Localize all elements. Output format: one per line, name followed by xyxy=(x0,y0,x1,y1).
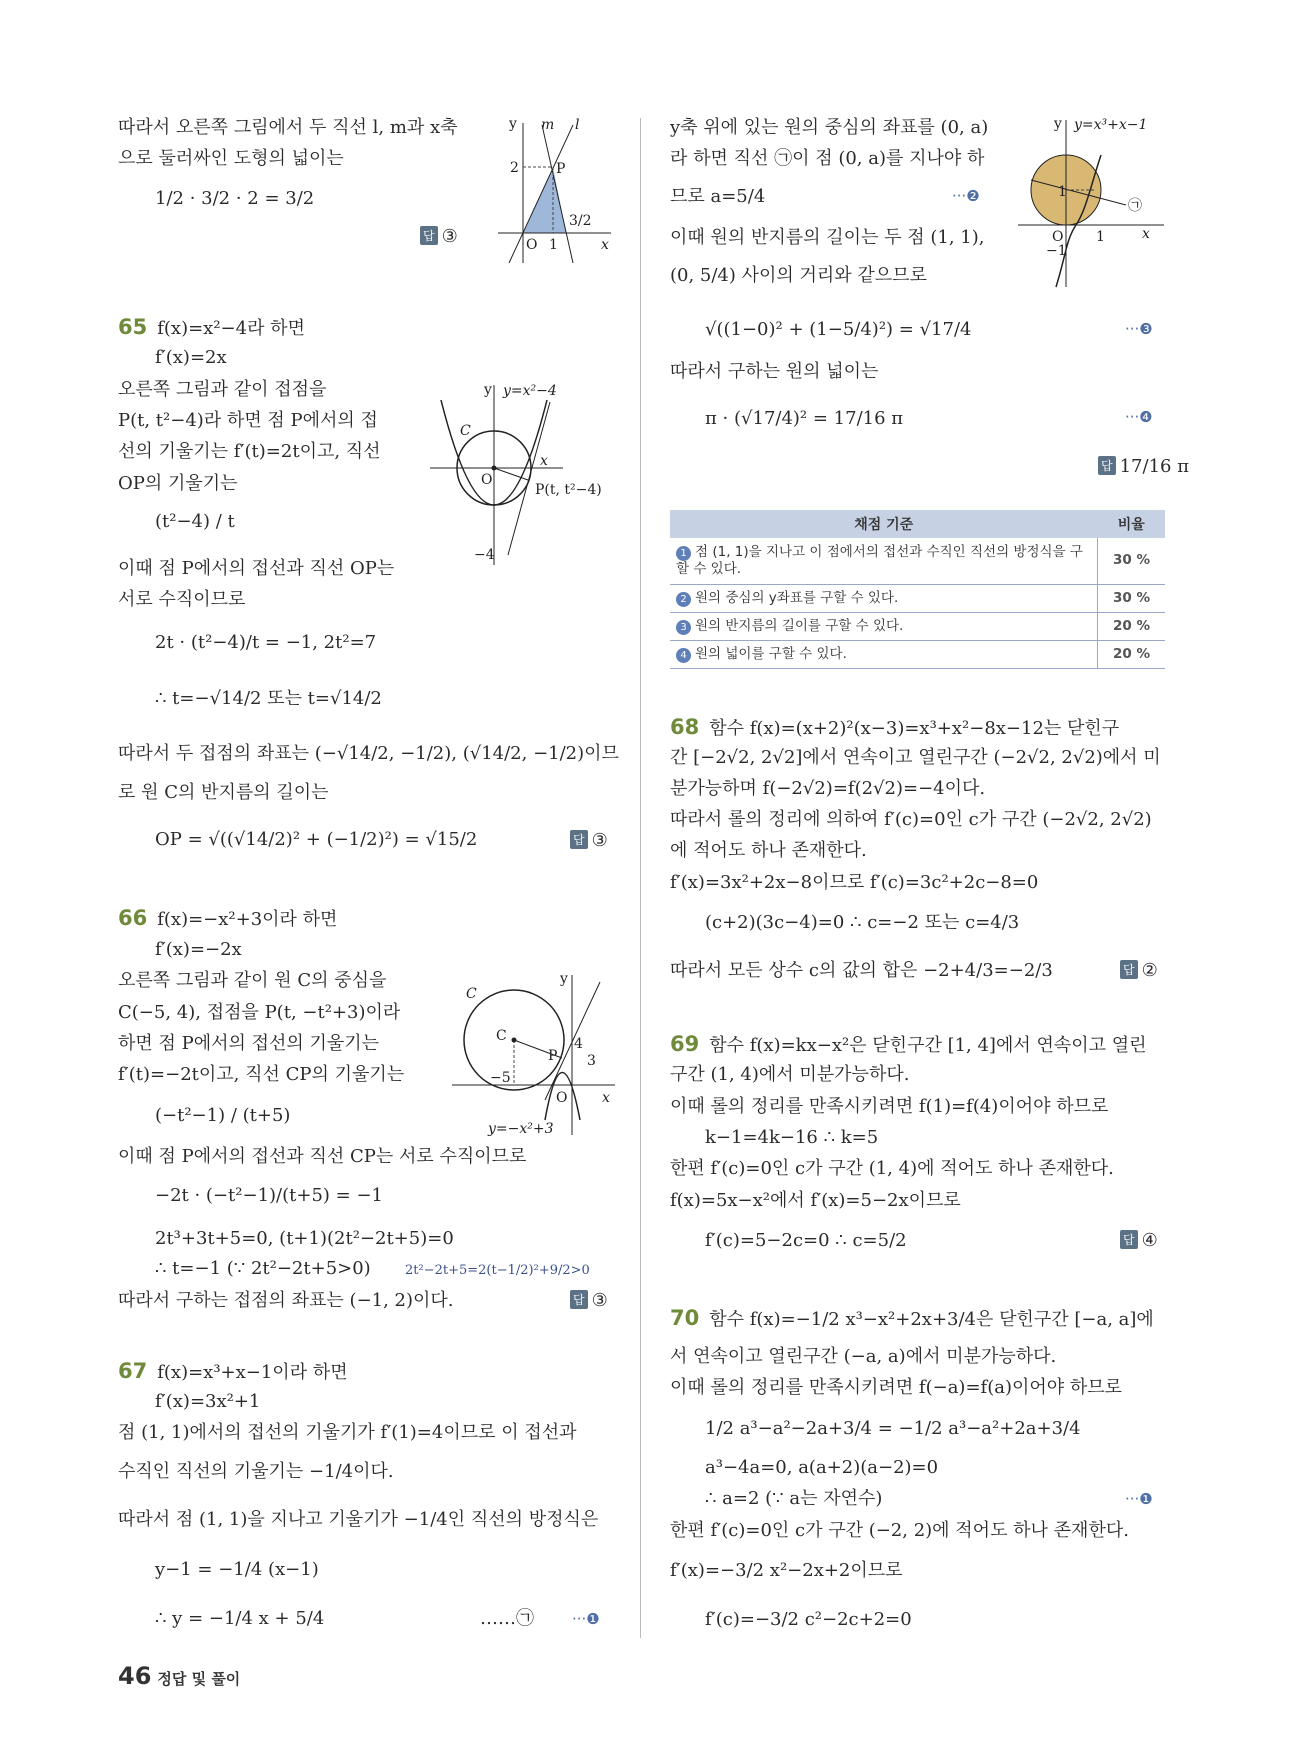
text-line: f′(t)=−2t이고, 직선 CP의 기울기는 xyxy=(118,1064,405,1085)
equation: −2t · (−t²−1)/(t+5) = −1 xyxy=(155,1185,383,1206)
svg-text:C: C xyxy=(460,423,471,439)
text-line: 오른쪽 그림과 같이 원 C의 중심을 xyxy=(118,970,387,991)
svg-text:P: P xyxy=(548,1048,558,1064)
text-line: P(t, t²−4)라 하면 점 P에서의 접 xyxy=(118,410,378,431)
equation: 2t³+3t+5=0, (t+1)(2t²−2t+5)=0 xyxy=(155,1228,454,1249)
svg-text:C: C xyxy=(466,986,477,1002)
problem-number: 66 xyxy=(118,906,148,930)
svg-text:x: x xyxy=(1142,226,1150,242)
text-line: 따라서 점 (1, 1)을 지나고 기울기가 −1/4인 직선의 방정식은 xyxy=(118,1509,599,1530)
step-marker-4: ···❹ xyxy=(1125,408,1153,426)
problem-66-heading: 66 f(x)=−x²+3이라 하면 xyxy=(118,906,338,930)
equation: √((1−0)² + (1−5/4)²) = √17/4 xyxy=(705,319,972,340)
problem-65-heading: 65 f(x)=x²−4라 하면 xyxy=(118,315,305,339)
svg-text:x: x xyxy=(540,453,548,469)
text-line: 한편 f′(c)=0인 c가 구간 (−2, 2)에 적어도 하나 존재한다. xyxy=(670,1520,1129,1541)
problem-number: 69 xyxy=(670,1032,700,1056)
svg-text:P: P xyxy=(556,161,566,177)
equation: ∴ t=−1 (∵ 2t²−2t+5>0) xyxy=(155,1258,371,1279)
text-line: 따라서 롤의 정리에 의하여 f′(c)=0인 c가 구간 (−2√2, 2√2) xyxy=(670,809,1152,830)
text-line: 하면 점 P에서의 접선의 기울기는 xyxy=(118,1033,380,1054)
step-marker-2: ···❷ xyxy=(952,187,980,205)
step-badge: 3 xyxy=(676,620,691,635)
text-line: OP의 기울기는 xyxy=(118,473,238,494)
table-row: 4 원의 넓이를 구할 수 있다. 20 % xyxy=(670,640,1165,668)
svg-text:y=−x²+3: y=−x²+3 xyxy=(488,1121,554,1137)
svg-text:1: 1 xyxy=(549,237,558,253)
text-line: (0, 5/4) 사이의 거리와 같으므로 xyxy=(670,265,927,286)
text-line: 라 하면 직선 ㉠이 점 (0, a)를 지나야 하 xyxy=(670,148,985,169)
problem-69-heading: 69 함수 f(x)=kx−x²은 닫힌구간 [1, 4]에서 연속이고 열린 xyxy=(670,1032,1147,1056)
figure-circle-parabola xyxy=(450,970,620,1140)
equation: ∴ a=2 (∵ a는 자연수) xyxy=(705,1488,883,1509)
equation: 1/2 · 3/2 · 2 = 3/2 xyxy=(155,188,315,209)
equation: (t²−4) / t xyxy=(155,511,235,532)
step-badge: 1 xyxy=(676,546,691,561)
equation-marker: ……㉠ xyxy=(480,1608,534,1629)
step-badge: 4 xyxy=(676,648,691,663)
equation: ∴ t=−√14/2 또는 t=√14/2 xyxy=(155,688,382,709)
svg-text:O: O xyxy=(1052,229,1064,245)
equation: f′(c)=5−2c=0 ∴ c=5/2 xyxy=(705,1230,907,1251)
svg-text:1: 1 xyxy=(1058,184,1067,200)
svg-text:−5: −5 xyxy=(490,1070,511,1086)
text-line: 점 (1, 1)에서의 접선의 기울기가 f′(1)=4이므로 이 접선과 xyxy=(118,1422,577,1443)
text-line: C(−5, 4), 접점을 P(t, −t²+3)이라 xyxy=(118,1002,401,1023)
page-number: 46 xyxy=(118,1662,152,1690)
text-line: 이때 점 P에서의 접선과 직선 CP는 서로 수직이므로 xyxy=(118,1146,527,1167)
problem-number: 70 xyxy=(670,1306,700,1330)
tangent-line xyxy=(508,402,550,555)
text-line: 따라서 구하는 접점의 좌표는 (−1, 2)이다. xyxy=(118,1290,454,1311)
step-marker-1: ···❶ xyxy=(572,1610,600,1628)
text-line: 오른쪽 그림과 같이 접점을 xyxy=(118,379,327,400)
svg-text:y=x³+x−1: y=x³+x−1 xyxy=(1074,117,1148,133)
answer-mark: 답 17/16 π xyxy=(1098,456,1189,477)
text-line: 분가능하며 f(−2√2)=f(2√2)=−4이다. xyxy=(670,778,986,799)
svg-text:4: 4 xyxy=(574,1036,583,1052)
footer-label: 정답 및 풀이 xyxy=(157,1670,241,1688)
svg-text:y: y xyxy=(1054,116,1062,132)
text-line: 한편 f′(c)=0인 c가 구간 (1, 4)에 적어도 하나 존재한다. xyxy=(670,1158,1114,1179)
problem-67-heading: 67 f(x)=x³+x−1이라 하면 xyxy=(118,1359,348,1383)
equation: y−1 = −1/4 (x−1) xyxy=(155,1559,319,1580)
side-note: 2t²−2t+5=2(t−1/2)²+9/2>0 xyxy=(405,1263,590,1278)
text-line: 구간 (1, 4)에서 미분가능하다. xyxy=(670,1064,910,1085)
page-footer xyxy=(118,1662,240,1690)
equation: (−t²−1) / (t+5) xyxy=(155,1105,291,1126)
equation: f′(x)=−2x xyxy=(155,939,242,960)
text-line: 따라서 두 접점의 좌표는 (−√14/2, −1/2), (√14/2, −1/2)이므 xyxy=(118,743,619,764)
text-line: 이때 점 P에서의 접선과 직선 OP는 xyxy=(118,558,395,579)
svg-text:O: O xyxy=(526,237,538,253)
figure-lines-l-m xyxy=(493,115,613,265)
step-marker-3: ···❸ xyxy=(1125,320,1153,338)
answer-mark: 답 ③ xyxy=(570,1290,608,1311)
column-divider xyxy=(640,118,641,1638)
svg-text:y: y xyxy=(509,116,517,132)
text-line: 따라서 모든 상수 c의 값의 합은 −2+4/3=−2/3 xyxy=(670,960,1053,981)
answer-mark: 답 ④ xyxy=(1120,1230,1158,1251)
equation: f′(x)=−3/2 x²−2x+2이므로 xyxy=(670,1560,903,1581)
rubric-header-criteria: 채점 기준 xyxy=(670,510,1098,538)
equation: 2t · (t²−4)/t = −1, 2t²=7 xyxy=(155,632,377,653)
text-line: 서로 수직이므로 xyxy=(118,589,246,610)
text-line: 서 연속이고 열린구간 (−a, a)에서 미분가능하다. xyxy=(670,1346,1057,1367)
table-row: 2 원의 중심의 y좌표를 구할 수 있다. 30 % xyxy=(670,584,1165,612)
table-row: 1 점 (1, 1)을 지나고 이 점에서의 접선과 수직인 직선의 방정식을 구할 수 있다. 30 % xyxy=(670,538,1165,584)
svg-text:y=x²−4: y=x²−4 xyxy=(503,383,557,399)
text-line: 에 적어도 하나 존재한다. xyxy=(670,840,867,861)
equation: f′(x)=2x xyxy=(155,347,227,368)
equation: (c+2)(3c−4)=0 ∴ c=−2 또는 c=4/3 xyxy=(705,912,1020,933)
problem-number: 65 xyxy=(118,315,148,339)
text-line: 으로 둘러싸인 도형의 넓이는 xyxy=(118,148,344,169)
text-line: 므로 a=5/4 xyxy=(670,186,766,207)
svg-text:m: m xyxy=(541,117,555,133)
figure-cubic-circle xyxy=(1016,115,1166,290)
text-line: 이때 롤의 정리를 만족시키려면 f(1)=f(4)이어야 하므로 xyxy=(670,1096,1109,1117)
equation: f′(x)=3x²+1 xyxy=(155,1391,261,1412)
text-line: y축 위에 있는 원의 중심의 좌표를 (0, a) xyxy=(670,117,989,138)
answer-mark: 답 ③ xyxy=(420,226,458,247)
step-badge: 2 xyxy=(676,592,691,607)
figure-parabola-circle xyxy=(428,380,618,565)
text-line: 수직인 직선의 기울기는 −1/4이다. xyxy=(118,1461,394,1482)
answer-mark: 답 ③ xyxy=(570,830,608,851)
text-line: 간 [−2√2, 2√2]에서 연속이고 열린구간 (−2√2, 2√2)에서 미 xyxy=(670,747,1161,768)
problem-68-heading: 68 함수 f(x)=(x+2)²(x−3)=x³+x²−8x−12는 닫힌구 xyxy=(670,715,1120,739)
line-l xyxy=(509,125,573,263)
equation: 1/2 a³−a²−2a+3/4 = −1/2 a³−a²+2a+3/4 xyxy=(705,1418,1081,1439)
svg-text:2: 2 xyxy=(510,160,519,176)
equation: f′(x)=3x²+2x−8이므로 f′(c)=3c²+2c−8=0 xyxy=(670,872,1039,893)
svg-text:1: 1 xyxy=(1096,229,1105,245)
equation: π · (√17/4)² = 17/16 π xyxy=(705,408,904,429)
svg-text:3: 3 xyxy=(587,1053,596,1069)
problem-number: 68 xyxy=(670,715,700,739)
step-marker-1: ···❶ xyxy=(1125,1490,1153,1508)
svg-text:㉠: ㉠ xyxy=(1128,198,1142,214)
svg-text:O: O xyxy=(481,472,493,488)
problem-number: 67 xyxy=(118,1359,148,1383)
problem-70-heading: 70 함수 f(x)=−1/2 x³−x²+2x+3/4은 닫힌구간 [−a, a]에 xyxy=(670,1306,1154,1330)
rubric-header-rate: 비율 xyxy=(1098,510,1166,538)
svg-text:P(t, t²−4): P(t, t²−4) xyxy=(535,482,602,498)
equation: a³−4a=0, a(a+2)(a−2)=0 xyxy=(705,1457,939,1478)
text-line: 이때 원의 반지름의 길이는 두 점 (1, 1), xyxy=(670,227,985,248)
svg-text:y: y xyxy=(560,971,568,987)
text-line: f(x)=5x−x²에서 f′(x)=5−2x이므로 xyxy=(670,1190,961,1211)
svg-text:y: y xyxy=(484,382,492,398)
text-line: 로 원 C의 반지름의 길이는 xyxy=(118,782,329,803)
svg-text:−1: −1 xyxy=(1046,243,1067,259)
equation: ∴ y = −1/4 x + 5/4 xyxy=(155,1608,325,1629)
equation: f′(c)=−3/2 c²−2c+2=0 xyxy=(705,1609,912,1630)
table-row: 3 원의 반지름의 길이를 구할 수 있다. 20 % xyxy=(670,612,1165,640)
svg-text:O: O xyxy=(556,1090,568,1106)
text-line: 따라서 구하는 원의 넓이는 xyxy=(670,361,879,382)
svg-text:x: x xyxy=(602,1090,610,1106)
svg-text:l: l xyxy=(575,117,580,133)
text-line: 이때 롤의 정리를 만족시키려면 f(−a)=f(a)이어야 하므로 xyxy=(670,1377,1123,1398)
answer-mark: 답 ② xyxy=(1120,960,1158,981)
text-line: 따라서 오른쪽 그림에서 두 직선 l, m과 x축 xyxy=(118,117,458,138)
svg-text:C: C xyxy=(496,1028,507,1044)
grading-rubric-table xyxy=(670,510,1165,669)
svg-text:3/2: 3/2 xyxy=(569,213,592,229)
text-line: 선의 기울기는 f′(t)=2t이고, 직선 xyxy=(118,441,381,462)
svg-text:x: x xyxy=(601,237,609,253)
equation: k−1=4k−16 ∴ k=5 xyxy=(705,1127,879,1148)
equation: OP = √((√14/2)² + (−1/2)²) = √15/2 xyxy=(155,829,478,850)
svg-text:−4: −4 xyxy=(474,547,495,563)
